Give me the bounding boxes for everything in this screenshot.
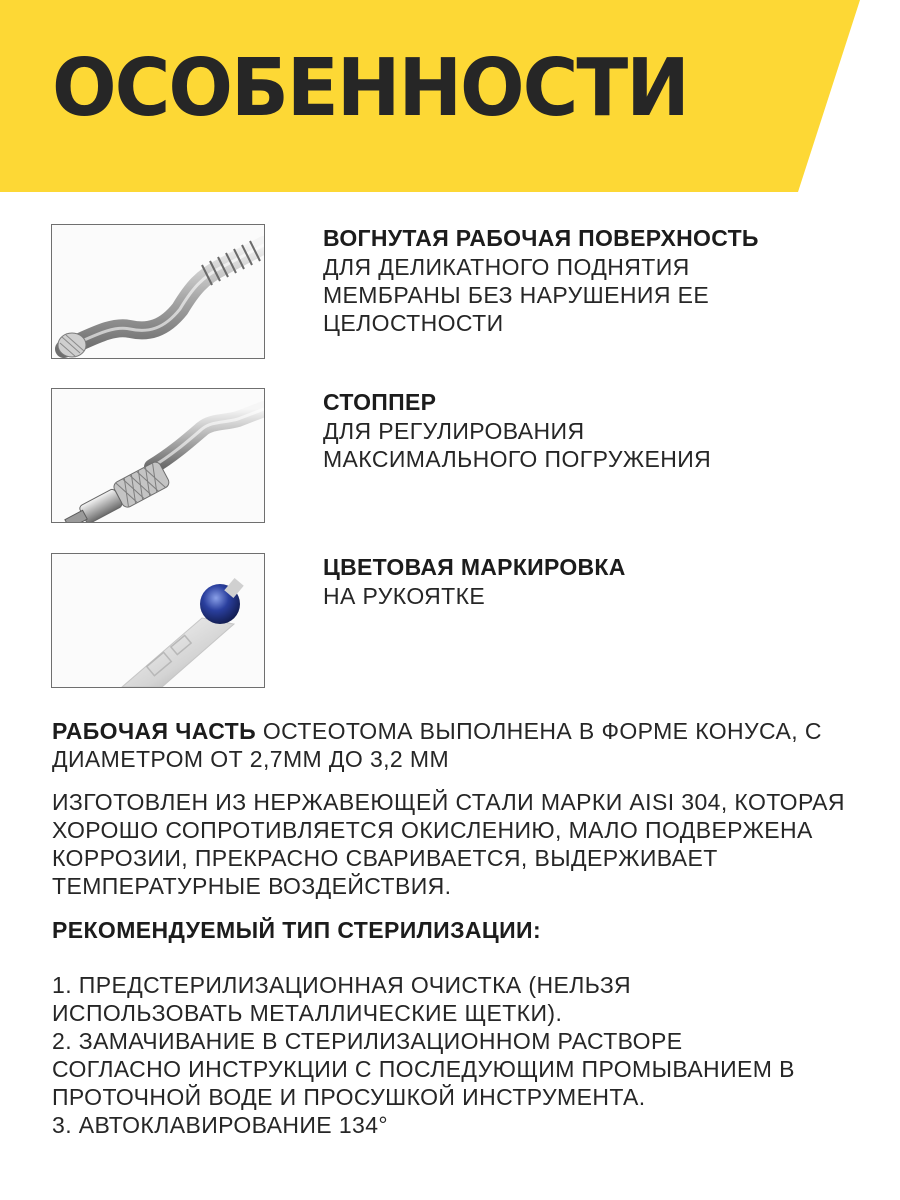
- working-part-text: ОСТЕОТОМА ВЫПОЛНЕНА В ФОРМЕ КОНУСА, С ДИАМЕТРОМ ОТ 2,7ММ ДО 3,2 ММ: [52, 718, 822, 772]
- feature-heading: ВОГНУТАЯ РАБОЧАЯ ПОВЕРХНОСТЬ: [323, 225, 759, 251]
- feature-text: [323, 553, 843, 610]
- feature-text: [323, 224, 843, 337]
- working-part-label: РАБОЧАЯ ЧАСТЬ: [52, 718, 257, 744]
- feature-heading: ЦВЕТОВАЯ МАРКИРОВКА: [323, 554, 626, 580]
- feature-item: [51, 224, 851, 360]
- feature-description: ДЛЯ ДЕЛИКАТНОГО ПОДНЯТИЯ МЕМБРАНЫ БЕЗ НАРУШЕНИЯ ЕЕ ЦЕЛОСТНОСТИ: [323, 254, 710, 336]
- feature-description: НА РУКОЯТКЕ: [323, 583, 486, 609]
- feature-item: [51, 553, 851, 689]
- feature-heading: СТОППЕР: [323, 389, 437, 415]
- feature-description: ДЛЯ РЕГУЛИРОВАНИЯ МАКСИМАЛЬНОГО ПОГРУЖЕНИЯ: [323, 418, 712, 472]
- page-title: ОСОБЕННОСТИ: [52, 40, 688, 135]
- working-part-paragraph: [52, 717, 852, 773]
- feature-item: [51, 388, 851, 524]
- curved-tip-photo-icon: [51, 224, 265, 359]
- stopper-photo-icon: [51, 388, 265, 523]
- sterilization-heading: [52, 916, 852, 944]
- color-marking-photo-icon: [51, 553, 265, 688]
- sterilization-steps: 1. ПРЕДСТЕРИЛИЗАЦИОННАЯ ОЧИСТКА (НЕЛЬЗЯ ИСПОЛЬЗОВАТЬ МЕТАЛЛИЧЕСКИЕ ЩЕТКИ). 2. ЗАМАЧИВАНИЕ В СТЕРИЛИЗАЦИОННОМ РАСТВОРЕ СОГЛАСНО ИНСТРУКЦИИ С ПОСЛЕДУЮЩИМ ПРОМЫВАНИЕМ В ПРОТОЧНОЙ ВОДЕ И ПРОСУШКОЙ ИНСТРУМЕНТА. 3. АВТОКЛАВИРОВАНИЕ 134°: [52, 972, 795, 1138]
- feature-text: [323, 388, 843, 473]
- sterilization-heading-text: РЕКОМЕНДУЕМЫЙ ТИП СТЕРИЛИЗАЦИИ:: [52, 917, 542, 943]
- material-paragraph: ИЗГОТОВЛЕН ИЗ НЕРЖАВЕЮЩЕЙ СТАЛИ МАРКИ AISI 304, КОТОРАЯ ХОРОШО СОПРОТИВЛЯЕТСЯ ОКИСЛЕНИЮ, МАЛО ПОДВЕРЖЕНА КОРРОЗИИ, ПРЕКРАСНО СВАРИВАЕТСЯ, ВЫДЕРЖИВАЕТ ТЕМПЕРАТУРНЫЕ ВОЗДЕЙСТВИЯ.: [52, 789, 845, 899]
